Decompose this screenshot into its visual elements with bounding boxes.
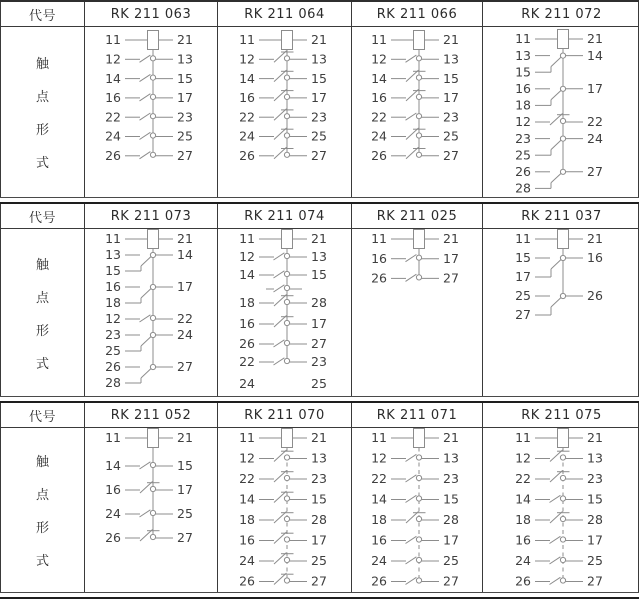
svg-text:26: 26: [105, 148, 121, 163]
svg-text:23: 23: [587, 471, 603, 487]
svg-text:28: 28: [311, 512, 327, 528]
svg-text:22: 22: [239, 471, 255, 487]
svg-text:16: 16: [239, 532, 255, 548]
svg-text:11: 11: [371, 32, 387, 48]
model-code-RK-211-064: RK 211 064: [218, 2, 352, 26]
svg-text:17: 17: [515, 269, 531, 285]
model-code-RK-211-063: RK 211 063: [85, 2, 218, 26]
contact-diagram-RK-211-037: [483, 229, 639, 396]
svg-text:14: 14: [177, 247, 193, 263]
svg-text:15: 15: [515, 64, 531, 80]
svg-text:24: 24: [515, 553, 531, 569]
svg-text:15: 15: [587, 491, 603, 507]
svg-text:14: 14: [239, 70, 255, 86]
svg-text:28: 28: [105, 375, 121, 391]
code-header-cell: 代号: [1, 2, 85, 26]
contact-diagram-RK-211-063: [85, 27, 217, 197]
diagram-cell-RK-211-063: [85, 27, 218, 197]
svg-text:17: 17: [311, 532, 327, 548]
svg-text:12: 12: [371, 450, 387, 466]
svg-text:25: 25: [515, 147, 531, 163]
svg-text:18: 18: [371, 512, 387, 528]
contact-diagram-RK-211-066: [352, 27, 482, 197]
svg-text:18: 18: [239, 512, 255, 528]
svg-text:21: 21: [587, 430, 603, 446]
svg-text:25: 25: [443, 553, 459, 569]
svg-text:17: 17: [177, 279, 193, 295]
svg-text:27: 27: [443, 148, 459, 163]
contact-form-label-char: 式: [35, 356, 49, 372]
svg-text:15: 15: [105, 263, 121, 279]
svg-text:12: 12: [515, 114, 531, 130]
section-1-content-row: [0, 27, 639, 197]
model-code-RK-211-073: RK 211 073: [85, 204, 218, 228]
contact-diagram-RK-211-052: [85, 428, 217, 592]
svg-text:17: 17: [587, 81, 603, 96]
svg-text:27: 27: [177, 359, 193, 375]
svg-text:15: 15: [177, 70, 193, 86]
svg-text:12: 12: [239, 249, 255, 265]
svg-text:22: 22: [239, 354, 255, 370]
contact-form-label-char: 触: [35, 257, 49, 273]
svg-text:26: 26: [515, 573, 531, 589]
svg-text:13: 13: [311, 51, 327, 67]
svg-text:24: 24: [239, 128, 255, 144]
svg-text:17: 17: [177, 482, 193, 498]
svg-text:27: 27: [515, 307, 531, 323]
svg-text:16: 16: [371, 90, 387, 106]
svg-text:14: 14: [239, 491, 255, 507]
contact-diagram-RK-211-075: [483, 428, 639, 592]
svg-text:14: 14: [239, 267, 255, 283]
svg-text:24: 24: [105, 506, 121, 522]
svg-text:13: 13: [515, 47, 531, 63]
svg-text:15: 15: [311, 267, 327, 283]
svg-text:17: 17: [587, 532, 603, 548]
svg-text:11: 11: [371, 430, 387, 446]
diagram-cell-RK-211-072: [483, 27, 640, 197]
svg-text:23: 23: [443, 109, 459, 125]
svg-text:28: 28: [587, 512, 603, 528]
model-code-RK-211-072: RK 211 072: [521, 6, 602, 22]
svg-text:14: 14: [371, 491, 387, 507]
svg-text:14: 14: [105, 458, 121, 474]
model-code-RK-211-070: RK 211 070: [218, 403, 352, 427]
svg-text:26: 26: [371, 148, 387, 163]
svg-text:26: 26: [239, 573, 255, 589]
contact-form-label-char: 形: [35, 521, 49, 536]
contact-diagram-RK-211-072: [483, 27, 639, 197]
svg-text:24: 24: [371, 128, 387, 144]
svg-text:12: 12: [371, 51, 387, 67]
svg-text:13: 13: [105, 247, 121, 263]
contact-form-label-char: 触: [35, 455, 49, 470]
contact-form-label-char: 点: [35, 488, 49, 503]
contact-form-label-char: 式: [35, 554, 49, 569]
svg-text:23: 23: [105, 327, 121, 343]
svg-text:15: 15: [443, 491, 459, 507]
model-code-RK-211-074: RK 211 074: [218, 204, 352, 228]
svg-text:16: 16: [515, 532, 531, 548]
contact-diagram-RK-211-025: [352, 229, 482, 396]
section-2-header-row: [0, 204, 639, 229]
svg-text:27: 27: [443, 573, 459, 589]
model-code-RK-211-066: RK 211 066: [352, 2, 483, 26]
svg-text:13: 13: [177, 51, 193, 67]
svg-text:12: 12: [105, 51, 121, 67]
svg-text:26: 26: [105, 359, 121, 375]
diagram-cell-RK-211-037: [483, 229, 640, 396]
svg-text:21: 21: [311, 430, 327, 446]
model-code-RK-211-075: RK 211 075: [521, 407, 602, 423]
section-divider: [0, 592, 639, 599]
svg-text:27: 27: [587, 573, 603, 589]
svg-text:11: 11: [105, 430, 121, 446]
svg-text:22: 22: [371, 471, 387, 487]
svg-text:25: 25: [311, 553, 327, 569]
svg-text:24: 24: [587, 130, 603, 146]
svg-text:18: 18: [239, 295, 255, 311]
section-2-content-row: [0, 229, 639, 396]
svg-text:17: 17: [311, 316, 327, 332]
svg-text:23: 23: [177, 109, 193, 125]
svg-text:15: 15: [311, 491, 327, 507]
svg-text:22: 22: [587, 114, 603, 130]
svg-text:21: 21: [443, 231, 459, 247]
model-code-RK-211-037: RK 211 037: [521, 208, 602, 224]
svg-text:25: 25: [177, 506, 193, 522]
svg-text:25: 25: [311, 376, 327, 392]
svg-text:13: 13: [443, 450, 459, 466]
svg-text:17: 17: [443, 532, 459, 548]
svg-text:21: 21: [177, 231, 193, 247]
svg-text:24: 24: [371, 553, 387, 569]
svg-text:11: 11: [515, 231, 531, 247]
svg-text:18: 18: [515, 512, 531, 528]
svg-text:13: 13: [311, 249, 327, 265]
svg-text:16: 16: [239, 316, 255, 332]
svg-text:16: 16: [371, 532, 387, 548]
svg-text:25: 25: [177, 128, 193, 144]
svg-text:12: 12: [105, 311, 121, 327]
svg-text:27: 27: [311, 336, 327, 352]
svg-text:21: 21: [443, 32, 459, 48]
svg-text:24: 24: [177, 327, 193, 343]
svg-text:26: 26: [371, 573, 387, 589]
svg-text:11: 11: [515, 430, 531, 446]
svg-text:13: 13: [443, 51, 459, 67]
section-3-content-row: [0, 428, 639, 592]
contact-form-label-char: 点: [35, 90, 49, 105]
svg-text:17: 17: [311, 90, 327, 106]
diagram-cell-RK-211-070: [218, 428, 352, 592]
svg-text:16: 16: [587, 250, 603, 266]
contact-form-label: [1, 428, 85, 592]
section-3-header-row: [0, 403, 639, 428]
diagram-cell-RK-211-052: [85, 428, 218, 592]
svg-text:27: 27: [177, 530, 193, 546]
svg-text:21: 21: [587, 31, 603, 47]
svg-text:22: 22: [177, 311, 193, 327]
contact-form-label: [1, 27, 85, 197]
svg-text:22: 22: [239, 109, 255, 125]
code-header-cell: 代号: [1, 204, 85, 228]
svg-text:15: 15: [515, 250, 531, 266]
contact-form-label-char: 触: [35, 57, 49, 72]
svg-text:11: 11: [239, 231, 255, 247]
svg-text:27: 27: [443, 270, 459, 286]
svg-text:24: 24: [239, 553, 255, 569]
contact-diagram-RK-211-070: [218, 428, 351, 592]
svg-text:15: 15: [443, 70, 459, 86]
svg-text:26: 26: [239, 336, 255, 352]
svg-text:25: 25: [515, 288, 531, 304]
svg-text:21: 21: [177, 430, 193, 446]
svg-text:11: 11: [105, 32, 121, 48]
svg-text:13: 13: [587, 450, 603, 466]
svg-text:23: 23: [311, 354, 327, 370]
svg-text:17: 17: [443, 250, 459, 266]
svg-text:13: 13: [311, 450, 327, 466]
svg-text:18: 18: [105, 295, 121, 311]
svg-text:24: 24: [239, 376, 255, 392]
svg-text:24: 24: [105, 128, 121, 144]
svg-text:12: 12: [239, 51, 255, 67]
diagram-cell-RK-211-074: [218, 229, 352, 396]
contact-form-label-char: 点: [35, 290, 49, 306]
diagram-cell-RK-211-066: [352, 27, 483, 197]
section-1-header-row: [0, 2, 639, 27]
svg-text:28: 28: [515, 180, 531, 196]
svg-text:23: 23: [443, 471, 459, 487]
svg-text:17: 17: [177, 90, 193, 106]
contact-diagram-RK-211-064: [218, 27, 351, 197]
svg-text:26: 26: [587, 288, 603, 304]
svg-text:11: 11: [105, 231, 121, 247]
svg-text:16: 16: [105, 482, 121, 498]
svg-text:25: 25: [443, 128, 459, 144]
model-code-RK-211-025: RK 211 025: [352, 204, 483, 228]
svg-text:23: 23: [515, 130, 531, 146]
contact-diagram-RK-211-073: [85, 229, 217, 396]
contact-form-label-char: 形: [35, 323, 49, 339]
diagram-cell-RK-211-025: [352, 229, 483, 396]
svg-text:14: 14: [105, 70, 121, 86]
svg-text:23: 23: [311, 471, 327, 487]
svg-text:15: 15: [177, 458, 193, 474]
svg-text:22: 22: [515, 471, 531, 487]
svg-text:11: 11: [239, 430, 255, 446]
diagram-cell-RK-211-073: [85, 229, 218, 396]
svg-text:25: 25: [105, 343, 121, 359]
svg-text:27: 27: [177, 148, 193, 163]
svg-text:21: 21: [177, 32, 193, 48]
svg-text:14: 14: [515, 491, 531, 507]
svg-text:12: 12: [239, 450, 255, 466]
code-header-cell: 代号: [1, 403, 85, 427]
svg-text:26: 26: [105, 530, 121, 546]
svg-text:26: 26: [371, 270, 387, 286]
contact-diagram-RK-211-074: [218, 229, 351, 396]
model-code-RK-211-052: RK 211 052: [85, 403, 218, 427]
diagram-cell-RK-211-075: [483, 428, 640, 592]
svg-text:28: 28: [443, 512, 459, 528]
svg-text:11: 11: [371, 231, 387, 247]
svg-text:11: 11: [239, 32, 255, 48]
svg-text:27: 27: [311, 573, 327, 589]
svg-text:15: 15: [311, 70, 327, 86]
svg-text:16: 16: [105, 279, 121, 295]
svg-text:14: 14: [371, 70, 387, 86]
svg-text:21: 21: [311, 32, 327, 48]
diagram-cell-RK-211-071: [352, 428, 483, 592]
svg-text:17: 17: [443, 90, 459, 106]
svg-text:26: 26: [515, 164, 531, 179]
svg-text:21: 21: [443, 430, 459, 446]
diagram-cell-RK-211-064: [218, 27, 352, 197]
svg-text:16: 16: [105, 90, 121, 106]
svg-text:11: 11: [515, 31, 531, 47]
svg-text:16: 16: [515, 81, 531, 96]
svg-text:22: 22: [105, 109, 121, 125]
svg-text:27: 27: [311, 148, 327, 163]
svg-text:16: 16: [239, 90, 255, 106]
model-code-RK-211-071: RK 211 071: [352, 403, 483, 427]
section-divider: [0, 396, 639, 403]
svg-text:25: 25: [311, 128, 327, 144]
svg-text:23: 23: [311, 109, 327, 125]
svg-text:25: 25: [587, 553, 603, 569]
section-divider: [0, 197, 639, 204]
svg-text:18: 18: [515, 97, 531, 113]
contact-form-label: [1, 229, 85, 396]
contact-form-label-char: 式: [35, 156, 49, 171]
svg-text:21: 21: [311, 231, 327, 247]
svg-text:26: 26: [239, 148, 255, 163]
svg-text:27: 27: [587, 164, 603, 179]
contact-diagram-RK-211-071: [352, 428, 482, 592]
svg-text:22: 22: [371, 109, 387, 125]
svg-text:12: 12: [515, 450, 531, 466]
svg-text:21: 21: [587, 231, 603, 247]
svg-text:16: 16: [371, 250, 387, 266]
svg-text:14: 14: [587, 47, 603, 63]
contact-form-label-char: 形: [35, 123, 49, 138]
svg-text:28: 28: [311, 295, 327, 311]
